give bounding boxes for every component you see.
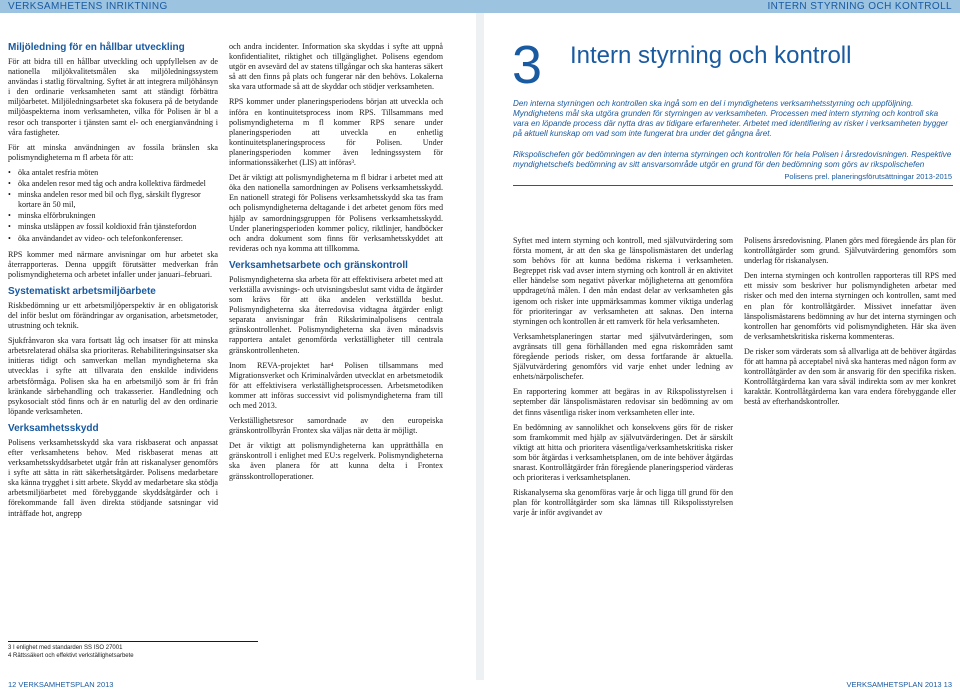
heading-protection: Verksamhetsskydd bbox=[8, 422, 99, 434]
left-column-2 bbox=[229, 42, 443, 487]
footnote: 4 Rättssäkert och effektivt verkställighetsarbete bbox=[8, 653, 134, 659]
paragraph: Riskanalyserna ska genomföras varje år och ligga till grund för den plan för kontrollåtgärder som ska lämnas till Rikspolisstyrelsen varje år inför avgivandet av bbox=[513, 488, 733, 518]
bullet-list bbox=[8, 168, 218, 244]
heading-work-environment: Systematiskt arbetsmiljöarbete bbox=[8, 285, 156, 297]
intro-paragraph: Den interna styrningen och kontrollen ska ingå som en del i myndighetens verksamhetsstyrning och uppföljning. Myndighetens mål ska utgöra grunden för styrningen av verksamheten. Processen med intern styrning och kontroll ska vara en löpande process där nytta dras av tidigare erfarenheter. Arbetet med identifiering av risker i verksamheten bygger på aktuell kunskap om vad som inte fungerat bra under det gångna året. bbox=[513, 99, 948, 138]
heading-environment: Miljöledning för en hållbar utveckling bbox=[8, 42, 185, 53]
header-right: INTERN STYRNING OCH KONTROLL bbox=[767, 1, 952, 12]
chapter-intro bbox=[513, 99, 953, 145]
quote-source: Polisens prel. planeringsförutsättningar 2013-2015 bbox=[784, 172, 952, 181]
list-item: • öka andelen resor med tåg och andra kollektiva färdmedel bbox=[8, 179, 218, 189]
paragraph: och andra incidenter. Information ska skyddas i syfte att uppnå konfidentialitet, riktighet och tillgänglighet. Polisens egendom utgör en avsevärd del av statens tillgångar och ska hanteras säkert så att den finns på plats och fungerar när den behövs. Lokalerna ska vara utformade så att de skyddar och stödjer verksamheten. bbox=[229, 42, 443, 92]
paragraph: RPS kommer med närmare anvisningar om hur arbetet ska återrapporteras. Denna uppgift förutsätter medverkan från polismyndigheterna och arbetet infaller under januari–februari. bbox=[8, 249, 218, 279]
paragraph: För att bidra till en hållbar utveckling och uppfyllelsen av de nationella miljökvalitetsmålen ska miljöledningssystem användas i statlig förvaltning. Syftet är att integrera miljöhänsyn i den ordinarie verksamheten samt att ständigt förbättra miljöarbetet. Miljöledningsarbetet ska fokusera på de betydande miljöaspekterna inom verksamheten, vilka för Polisen är bl a resor och transporter i tjänsten samt el- och energianvändning i våra fastigheter. bbox=[8, 57, 218, 137]
paragraph: En bedömning av sannolikhet och konsekvens görs för de risker som framkommit med hjälp av självutvärderingen. Det är särskilt viktigt att hitta och prioritera väsentliga/verksamhetskritiska risker som bör åtgärdas i verksamhetsplanen, om de inte behöver åtgärdas snarast. Kontrollåtgärder från föregående planeringsperiod värderas och prioriteras i verksamhetsplanen. bbox=[513, 422, 733, 483]
list-item: • minska andelen resor med bil och flyg, särskilt flygresor kortare än 50 mil, bbox=[8, 190, 218, 210]
list-item: • minska elförbrukningen bbox=[8, 211, 218, 221]
paragraph: För att minska användningen av fossila bränslen ska polismyndigheterna m fl arbeta för att: bbox=[8, 142, 218, 162]
left-column-1 bbox=[8, 42, 218, 524]
paragraph: Riskbedömning ur ett arbetsmiljöperspektiv är en obligatorisk del inför beslut om förändringar av organisation, arbetsmetoder, utrustning och teknik. bbox=[8, 300, 218, 331]
section-rule bbox=[513, 185, 953, 186]
paragraph: Inom REVA-projektet har⁴ Polisen tillsammans med Migrationsverket och Kriminalvården utvecklat en arbetsmetodik för att effektivisera verkställighetsprocessen. Arbetsmetodiken kommer att införas successivt vid polismyndigheterna fram till och med 2013. bbox=[229, 360, 443, 410]
right-column-1 bbox=[513, 236, 733, 523]
footnotes bbox=[8, 641, 258, 660]
paragraph: Syftet med intern styrning och kontroll, med självutvärdering som första moment, är att den ska ge länspolismästaren det underlag som behövs för att kunna bedöma riskerna i verksamheten. Begreppet risk vad avser intern styrning och kontroll är en aktivitet eller händelse som negativt påverkar möjligheterna att genomföra uppdraget/nå målen. I den mån endast delar av verksamheten gås igenom och risker inte uppmärksammas kommer viktiga underlag för prioriteringar av verksamheten att saknas. Den interna styrningen och kontrollen är ett ramverk för hela verksamheten. bbox=[513, 236, 733, 326]
chapter-title: Intern styrning och kontroll bbox=[570, 42, 852, 69]
right-column-2 bbox=[744, 236, 956, 413]
paragraph: Polismyndigheterna ska arbeta för att effektivisera arbetet med att verkställa avvisnings- och utvisningsbeslut samt vidta de åtgärder som krävs för att öka andelen verkställda beslut. Polismyndigheterna ska återredovisa vidtagna åtgärder enligt separata anvisningar från Rikskriminalpolisens centrala gränskontrollenhet. Polismyndigheterna ska även månadsvis rapportera antalet genomförda verkställigheter till centrala gränskontrollenheten. bbox=[229, 274, 443, 355]
paragraph: Den interna styrningen och kontrollen rapporteras till RPS med ett missiv som beskriver hur polismyndigheten arbetar med risker och med den interna styrningen och kontrollen, samt med en plan för kontrollåtgärder. Missivet innefattar även länspolismästarens bedömning av hur det interna styrningen och kontrollen har genomförts vid polismyndigheten. Här ska även de verksamhetskritiska riskerna kommenteras. bbox=[744, 271, 956, 341]
header-left: VERKSAMHETENS INRIKTNING bbox=[8, 1, 168, 12]
paragraph: RPS kommer under planeringsperiodens början att utveckla och införa en kontinuitetsprocess inom RPS. Tillsammans med polismyndigheterna m fl kommer RPS senare under planeringsperioden att utveckla en enhetlig kontinuitetsplaneringsprocess för Polisen. Under planeringsperioden kommer även ledningssystem för informationssäkerhet (LIS) att införas³. bbox=[229, 97, 443, 168]
paragraph: Polisens årsredovisning. Planen görs med föregående års plan för kontrollåtgärder som grund. Självutvärdering genomförs som underlag för riskanalysen. bbox=[744, 236, 956, 266]
page-number-left: 12 VERKSAMHETSPLAN 2013 bbox=[8, 680, 114, 689]
paragraph: Sjukfrånvaron ska vara fortsatt låg och insatser för att minska arbetsrelaterad ohälsa ska prioriteras. Rehabiliteringsinsatser ska initieras tidigt och samverkan mellan myndigheterna ska utvecklas i syfte att tillvarata den enskilde individens arbetsförmåga. Polisen ska ha en arbetsmiljö som är fri från kränkande särbehandling och trakasserier. Handledning och psykosocialt stöd finns och är en naturlig del av den ordinarie löpande verksamheten. bbox=[8, 336, 218, 416]
footnote: 3 I enlighet med standarden SS ISO 27001 bbox=[8, 645, 123, 651]
list-item: • minska utsläppen av fossil koldioxid från tjänstefordon bbox=[8, 222, 218, 232]
paragraph: De risker som värderats som så allvarliga att de behöver åtgärdas för att hamna på acceptabel nivå ska hanteras med någon form av kontrollåtgärder av den som är ansvarig för den specifika risken. Kontrollåtgärderna kan vara såväl indirekta som av mer konkret karaktär. Kontrollåtgärderna kan vara endera förebyggande eller bestå av efterhandskontroller. bbox=[744, 346, 956, 407]
list-item: • öka antalet resfria möten bbox=[8, 168, 218, 178]
header-bar bbox=[0, 0, 960, 13]
paragraph: Verkställighetsresor samordnade av den europeiska gränskontrollbyrån Frontex ska väljas när detta är möjligt. bbox=[229, 416, 443, 436]
chapter-quote: Rikspolischefen gör bedömningen av den interna styrningen och kontrollen för hela Polisen i årsredovisningen. Respektive myndighetschefs bedömning av sitt ansvarsområde utgör en grund för den bedömning som görs av rikspolischefen bbox=[513, 150, 952, 169]
page-number-right: VERKSAMHETSPLAN 2013 13 bbox=[846, 680, 952, 689]
footer-bar bbox=[0, 680, 960, 690]
chapter-number: 3 bbox=[512, 35, 543, 95]
paragraph: Verksamhetsplaneringen startar med självutvärderingen, som avgränsats till gena förhållanden med egna riskområden samt föregående periods risker, om dessa fortfarande är aktuella. Självutvärdering genomförs vid varje enhet under ledning av enhets/närpolischefer. bbox=[513, 331, 733, 382]
heading-border-control: Verksamhetsarbete och gränskontroll bbox=[229, 259, 408, 271]
paragraph: Polisens verksamhetsskydd ska vara riskbaserat och anpassat efter verksamhetens behov. Med riskbaserat menas att verksamhetsskyddsarbetet utgår från att riskanalyser genomförs i syfte att sätta in rätt säkerhetsåtgärder. Polisens medarbetare ska känna trygghet i sitt arbete. Skydd av medarbetare ska stödja arbetsmiljöarbetet med förebyggande skyddsåtgärder och i förekommande fall även direkta stödjande satsningar vid inträffade hot, angrepp bbox=[8, 437, 218, 518]
list-item: • öka användandet av video- och telefonkonferenser. bbox=[8, 234, 218, 244]
paragraph: En rapportering kommer att begäras in av Rikspolisstyrelsen i september där länspolismästaren redovisar sin bedömning av om det finns väsentliga risker inom verksamheten eller inte. bbox=[513, 387, 733, 417]
paragraph: Det är viktigt att polismyndigheterna kan upprätthålla en gränskontroll i enlighet med EU:s regelverk. Polismyndigheterna ska även planera för att kunna delta i Frontex gränsskontrolloperationer. bbox=[229, 441, 443, 481]
paragraph: Det är viktigt att polismyndigheterna m fl bidrar i arbetet med att öka den nationella samordningen av Polisens verksamhetsskydd. En nationell strategi för Polisens verksamhetsskydd ska tas fram och polismyndigheterna deltagande i det arbetet genom förs med hjälp av samordningsgruppen för Polisens verksamhetsskydd. Under planeringsperioden kommer policy, riktlinjer, handböcker och andra dokument som finns för verksamhetsskyddet att revideras och nya komma att tillkomma. bbox=[229, 173, 443, 253]
page-gutter bbox=[476, 13, 484, 680]
